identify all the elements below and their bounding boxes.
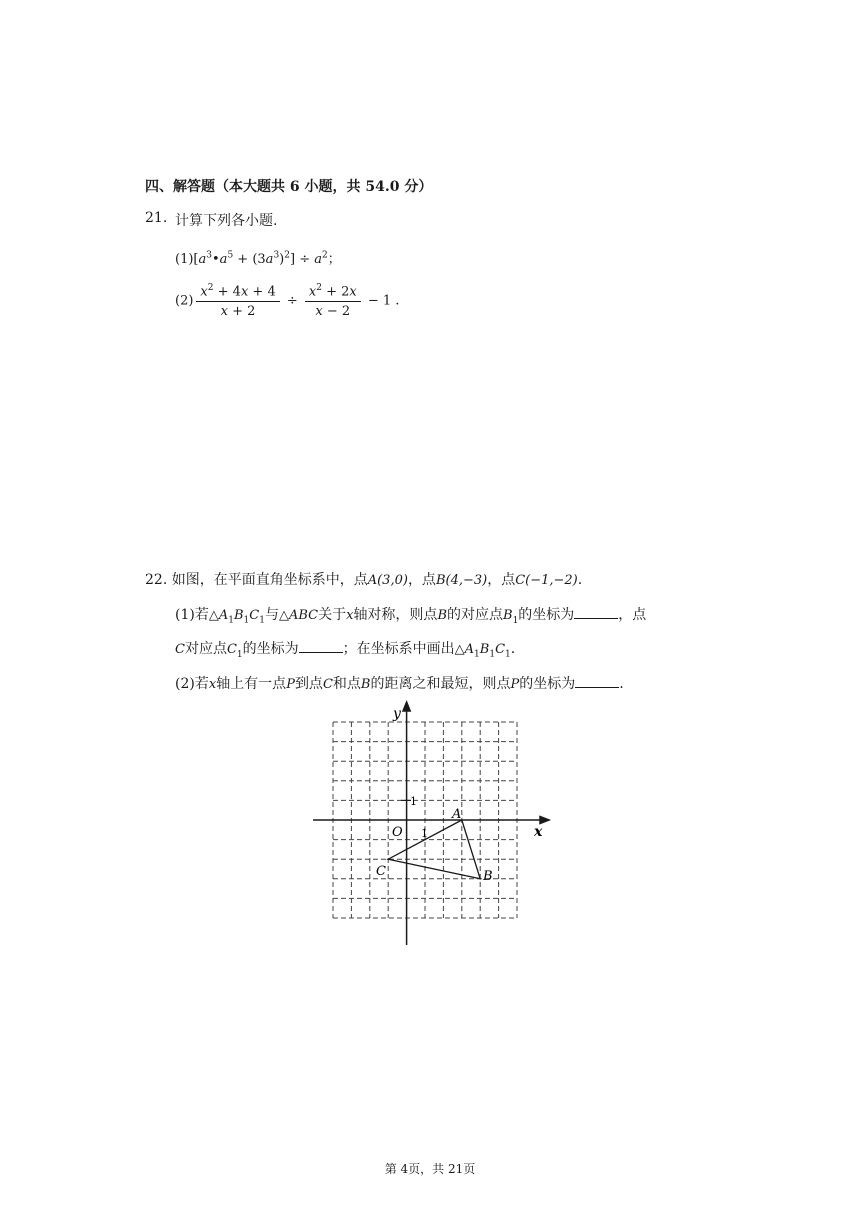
point-a-label: A <box>452 807 462 822</box>
point-b-coord: B(4,−3) <box>435 573 488 588</box>
q22-stem-text: ，点 <box>407 572 436 588</box>
question-22-part2: (2)若x轴上有一点P到点C和点B的距离之和最短，则点P的坐标为 . <box>175 676 624 692</box>
q22-text: ；在坐标系中画出 <box>342 641 455 657</box>
q22-text: . <box>510 641 516 657</box>
question-22-line1 <box>145 569 582 589</box>
point-c-coord: C(−1,−2) <box>515 573 578 588</box>
q22-text: 和点 <box>332 676 361 692</box>
x-unit-label: 1 <box>421 827 428 840</box>
q22-text: 与 <box>264 607 279 623</box>
question-22-part1-line2: C对应点$C_1$的坐标为 ；在坐标系中画出$\triangle A_1B_1C_1$. <box>175 641 516 660</box>
question-21-part1: $(1)[a^3•a^5 + (3a^3)^2] \div a^2$； <box>175 250 341 267</box>
answer-blank <box>575 675 619 688</box>
q22-text: 关于 <box>318 607 347 623</box>
q22-text: 到点 <box>294 676 323 692</box>
point-b-label: B <box>483 869 493 884</box>
q22-text: 的对应点 <box>447 607 503 623</box>
question-21-number: 21. <box>145 210 168 226</box>
q22-text: 对应点 <box>184 641 227 657</box>
q22-text: 的坐标为 <box>242 641 299 657</box>
origin-label: O <box>392 825 403 840</box>
x-axis-label: x <box>534 824 543 840</box>
point-a-coord: A(3,0) <box>367 573 408 588</box>
q22-text: 若 <box>194 607 209 623</box>
axes <box>313 702 549 945</box>
y-axis-label: y <box>393 706 401 722</box>
page-footer: 第 4页，共 21页 <box>384 1162 476 1176</box>
part2-label: (2) <box>175 293 194 309</box>
q22-text: 的距离之和最短，则点 <box>370 676 511 692</box>
question-21-stem: 计算下列各小题. <box>175 213 278 229</box>
q22-text: 轴对称，则点 <box>353 607 438 623</box>
q22-text: 轴上有一点 <box>216 676 287 692</box>
point-c-label: C <box>376 864 386 879</box>
fraction-1: $\frac{x^2 + 4x + 4}{x + 2}$ <box>196 283 279 319</box>
answer-blank <box>299 640 343 653</box>
q22-text: . <box>619 676 624 692</box>
y-unit-label: 1 <box>410 795 417 808</box>
q22-stem-text: . <box>577 572 583 588</box>
q22-text: 若 <box>194 676 209 692</box>
part1-label: (1) <box>175 252 194 267</box>
q22-part2-label: (2) <box>175 676 195 692</box>
q22-part1-label: (1) <box>175 607 195 623</box>
q22-stem-text: 如图，在平面直角坐标系中，点 <box>171 572 368 588</box>
q22-text: 的坐标为 <box>518 607 575 623</box>
coordinate-grid-figure <box>305 700 560 950</box>
question-22-number: 22. <box>145 572 168 588</box>
q22-text: ，点 <box>618 607 647 623</box>
question-21-part2: (2) $\frac{x^2 + 4x + 4}{x + 2}$ ÷ $\frac{x^2 + 2x}{x - 2}$ − 1 . <box>175 283 400 320</box>
question-22-part1-line1: (1)若$\triangle A_1B_1C_1$与△ABC关于x轴对称，则点B的对应点$B_1$的坐标为 ，点 <box>175 607 647 626</box>
q22-text: 的坐标为 <box>519 676 576 692</box>
fraction-2: $\frac{x^2 + 2x}{x - 2}$ <box>305 283 361 319</box>
answer-blank <box>574 606 618 619</box>
section-title: 四、解答题（本大题共 6 小题，共 54.0 分） <box>145 179 433 195</box>
q22-stem-text: ，点 <box>487 572 516 588</box>
